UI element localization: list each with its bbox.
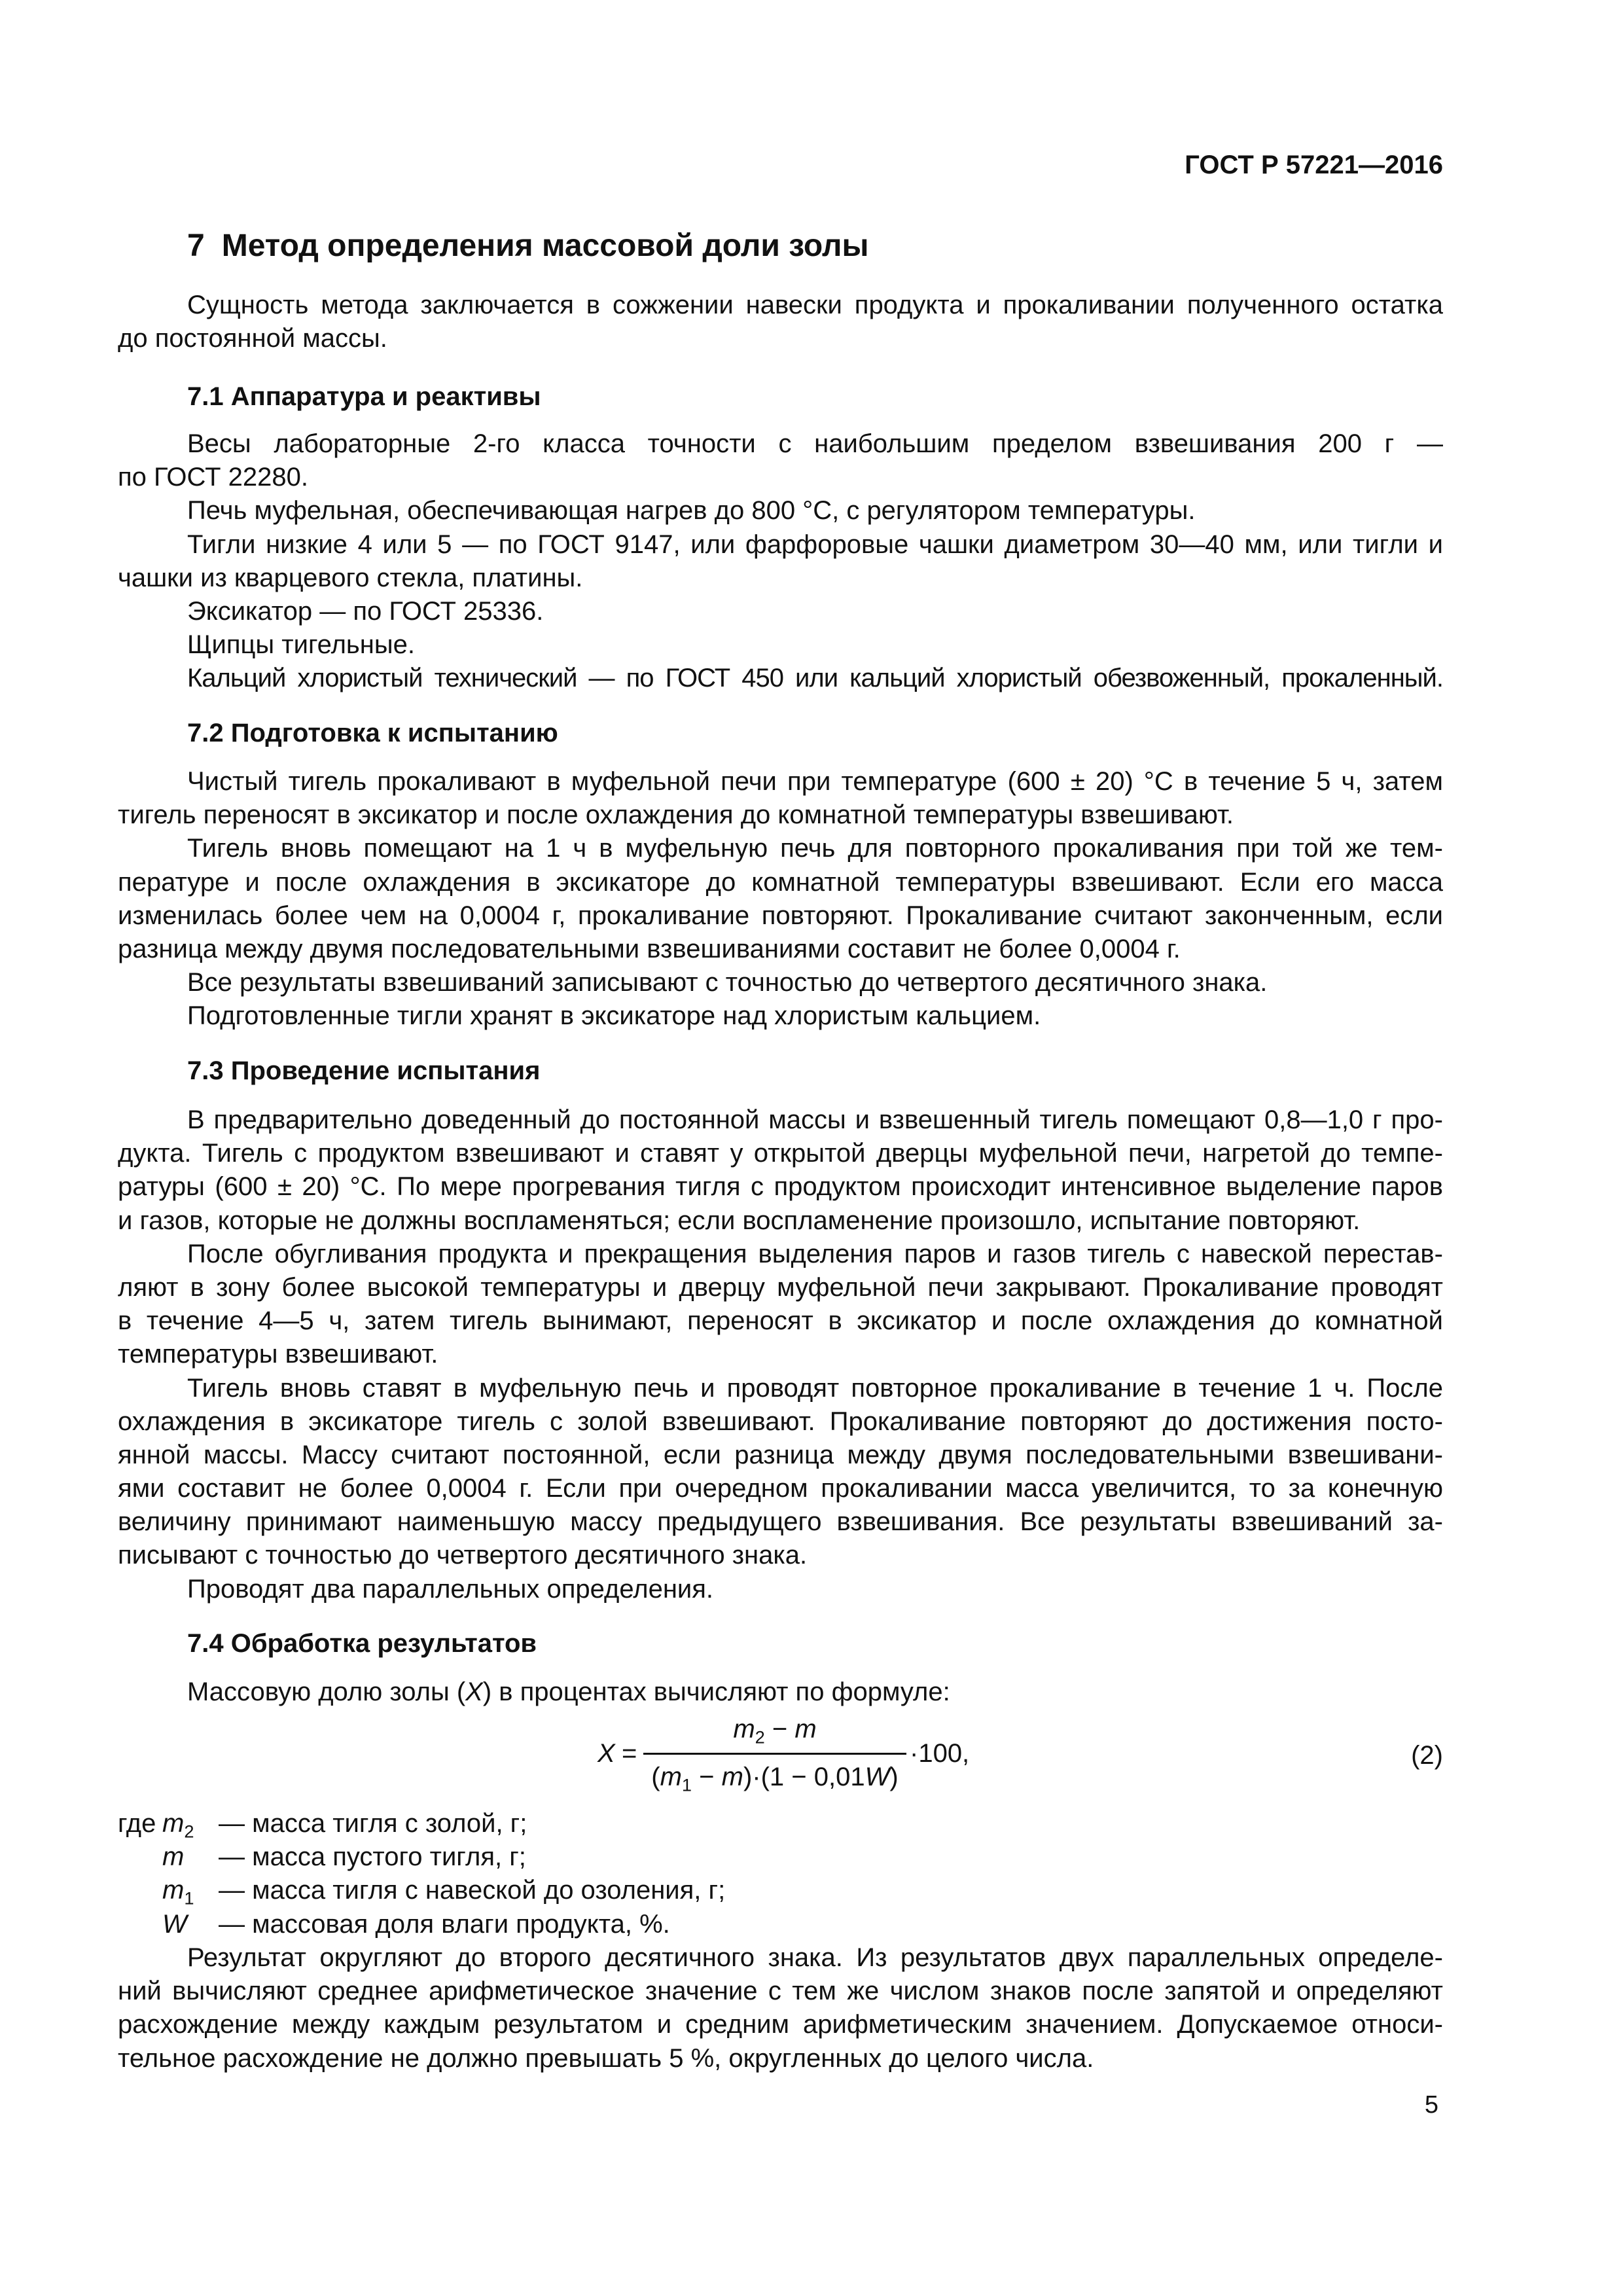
legend-symbol <box>162 1908 187 1941</box>
formula-numerator <box>643 1713 906 1746</box>
formula-subscript-1: 1 <box>681 1774 692 1795</box>
formula-subscript-2: 2 <box>755 1727 765 1748</box>
lead-text-before: Массовую долю золы ( <box>187 1677 466 1706</box>
paragraph-line: Все результаты взвешиваний записывают с точностью до четвертого десятичного знака. <box>187 968 1268 997</box>
formula-denominator <box>643 1761 906 1794</box>
subsection-heading: 7.1 Аппаратура и реактивы <box>187 382 541 411</box>
formula-minus: − <box>692 1763 722 1791</box>
paragraph-line: Весы лабораторные 2-го класса точности с наибольшим пределом взвешивания 200 г — <box>187 429 1443 458</box>
subsection-heading: 7.3 Проведение испытания <box>187 1056 541 1085</box>
legend-description: — масса тигля с навеской до озоления, г; <box>219 1876 726 1905</box>
paragraph-line: Щипцы тигельные. <box>187 630 415 660</box>
legend-description: — массовая доля влаги продукта, %. <box>219 1909 670 1939</box>
paragraph-line: дукта. Тигель с продуктом взвешивают и ставят у открытой дверцы муфельной печи, нагретой до темпе- <box>118 1139 1443 1168</box>
paragraph-line: ляют в зону более высокой температуры и дверцу муфельной печи закрывают. Прокаливание проводят <box>118 1272 1443 1302</box>
formula-equals-sign: = <box>622 1739 637 1768</box>
formula-fraction-bar <box>643 1753 906 1755</box>
legend-item <box>118 1874 1443 1907</box>
legend-prefix: где <box>118 1809 156 1838</box>
section-title-text: Метод определения массовой доли золы <box>221 228 869 263</box>
paragraph-line: величину принимают наименьшую массу предыдущего взвешивания. Все результаты взвешиваний за- <box>118 1507 1443 1537</box>
paragraph-line: в течение 4—5 ч, затем тигель вынимают, переносят в эксикатор и после охлаждения до комнатной <box>118 1306 1443 1336</box>
subsection-7-4-heading-block <box>118 1627 1443 1660</box>
subsection-heading: 7.2 Подготовка к испытанию <box>187 719 558 747</box>
paragraph-line: разница между двумя последовательными взвешиваниями составит не более 0,0004 г. <box>118 934 1181 963</box>
result-paragraph <box>118 1941 1443 2075</box>
legend-description: — масса пустого тигля, г; <box>219 1842 526 1872</box>
paragraph-line: расхождение между каждым результатом и средним арифметическим значением. Допускаемое относи- <box>118 2010 1443 2039</box>
legend-item <box>118 1807 1443 1840</box>
intro-paragraph <box>118 289 1443 355</box>
paragraph-line: Печь муфельная, обеспечивающая нагрев до 800 °С, с регулятором температуры. <box>187 496 1196 526</box>
section-number: 7 <box>187 228 205 263</box>
paragraph-line: Тигель вновь помещают на 1 ч в муфельную печь для повторного прокаливания при той же тем- <box>187 834 1443 863</box>
formula-lead-paragraph <box>118 1676 1443 1709</box>
formula-close-paren: ) <box>889 1763 899 1791</box>
paragraph-line: Результат округляют до второго десятичного знака. Из результатов двух параллельных определе- <box>187 1943 1443 1972</box>
legend-symbol <box>162 1840 184 1874</box>
paragraph-line: изменилась более чем на 0,0004 г, прокаливание повторяют. Прокаливание считают законченным, если <box>118 901 1443 930</box>
subsection-7-1-body <box>118 427 1443 696</box>
formula-legend <box>118 1807 1443 1941</box>
formula-denominator-middle: )·(1 − 0,01 <box>743 1763 865 1791</box>
paragraph-line: и газов, которые не должны воспламеняться; если воспламенение произошло, испытание повторяют. <box>118 1206 1361 1235</box>
subsection-7-2-body <box>118 765 1443 1033</box>
formula-var-m1: m <box>660 1763 682 1791</box>
paragraph-line: Чистый тигель прокаливают в муфельной печи при температуре (600 ± 20) °С в течение 5 ч, затем <box>187 767 1443 796</box>
page-number: 5 <box>1424 2091 1438 2119</box>
formula-lhs-x: X <box>597 1739 615 1768</box>
section-title <box>187 226 869 266</box>
paragraph-line: ями составит не более 0,0004 г. Если при очередном прокаливании масса увеличится, то за конечную <box>118 1474 1443 1503</box>
legend-symbol-letter: m <box>162 1842 185 1872</box>
formula-var-w: W <box>865 1763 890 1791</box>
paragraph-line: Эксикатор — по ГОСТ 25336. <box>187 596 544 626</box>
paragraph-line: чашки из кварцевого стекла, платины. <box>118 563 583 592</box>
paragraph-line: температуры взвешивают. <box>118 1340 438 1369</box>
subsection-7-1-heading-block <box>118 380 1443 414</box>
paragraph-line: тигель переносят в эксикатор и после охлаждения до комнатной температуры взвешивают. <box>118 800 1234 830</box>
subsection-7-3-heading-block <box>118 1054 1443 1088</box>
formula-fraction <box>643 1713 906 1794</box>
subsection-7-3-body <box>118 1103 1443 1606</box>
legend-item <box>118 1840 1443 1874</box>
paragraph-line: по ГОСТ 22280. <box>118 463 308 492</box>
legend-subscript: 1 <box>184 1888 194 1909</box>
lead-text-after: ) в процентах вычисляют по формуле: <box>482 1677 950 1706</box>
paragraph-line: тельное расхождение не должно превышать 5 %, округленных до целого числа. <box>118 2043 1094 2073</box>
paragraph-line: После обугливания продукта и прекращения выделения паров и газов тигель с навеской перестав- <box>187 1239 1443 1268</box>
paragraph-line: ратуры (600 ± 20) °С. По мере прогревания тигля с продуктом происходит интенсивное выделение паров <box>118 1172 1443 1202</box>
formula-var-m: m <box>721 1763 743 1791</box>
paragraph-line: Подготовленные тигли хранят в эксикаторе над хлористым кальцием. <box>187 1001 1041 1031</box>
paragraph-line: Тигли низкие 4 или 5 — по ГОСТ 9147, или фарфоровые чашки диаметром 30—40 мм, или тигли и <box>187 529 1443 559</box>
formula-var-m: m <box>794 1715 817 1744</box>
paragraph-line: до постоянной массы. <box>118 324 387 353</box>
legend-description: — масса тигля с золой, г; <box>219 1809 527 1838</box>
lead-variable-x: X <box>465 1677 483 1706</box>
legend-subscript: 2 <box>184 1821 194 1842</box>
legend-symbol-letter: m <box>162 1876 185 1905</box>
subsection-heading: 7.4 Обработка результатов <box>187 1629 537 1658</box>
legend-symbol-letter: W <box>162 1909 187 1939</box>
formula-number: (2) <box>1411 1741 1443 1770</box>
paragraph-line: пературе и после охлаждения в эксикаторе до комнатной температуры взвешивают. Если его масса <box>118 867 1443 897</box>
legend-symbol-letter: m <box>162 1809 185 1838</box>
paragraph-line: Кальций хлористый технический — по ГОСТ 450 или кальций хлористый обезвоженный, прокаленный. <box>187 664 1443 693</box>
paragraph-line <box>118 1676 1443 1709</box>
paragraph-line: писывают с точностью до четвертого десятичного знака. <box>118 1541 808 1570</box>
formula-var-m2: m <box>733 1715 755 1744</box>
paragraph-line: янной массы. Массу считают постоянной, если разница между двумя последовательными взвешивани- <box>118 1440 1443 1469</box>
document-code: ГОСТ Р 57221—2016 <box>1185 151 1443 179</box>
paragraph-line: Проводят два параллельных определения. <box>187 1574 714 1604</box>
formula-open-paren: ( <box>651 1763 660 1791</box>
legend-item <box>118 1908 1443 1941</box>
formula-minus: − <box>764 1715 795 1744</box>
paragraph-line: В предварительно доведенный до постоянной массы и взвешенный тигель помещают 0,8—1,0 г про- <box>187 1105 1443 1134</box>
formula-multiplier: ·100, <box>910 1739 970 1768</box>
paragraph-line: ний вычисляют среднее арифметическое значение с тем же числом знаков после запятой и определяют <box>118 1977 1443 2006</box>
paragraph-line: охлаждения в эксикаторе тигель с золой взвешивают. Прокаливание повторяют до достижения посто- <box>118 1407 1443 1436</box>
paragraph-line: Тигель вновь ставят в муфельную печь и проводят повторное прокаливание в течение 1 ч. После <box>187 1373 1443 1403</box>
paragraph-line: Сущность метода заключается в сожжении навески продукта и прокаливании полученного остатка <box>187 291 1443 319</box>
subsection-7-2-heading-block <box>118 717 1443 750</box>
